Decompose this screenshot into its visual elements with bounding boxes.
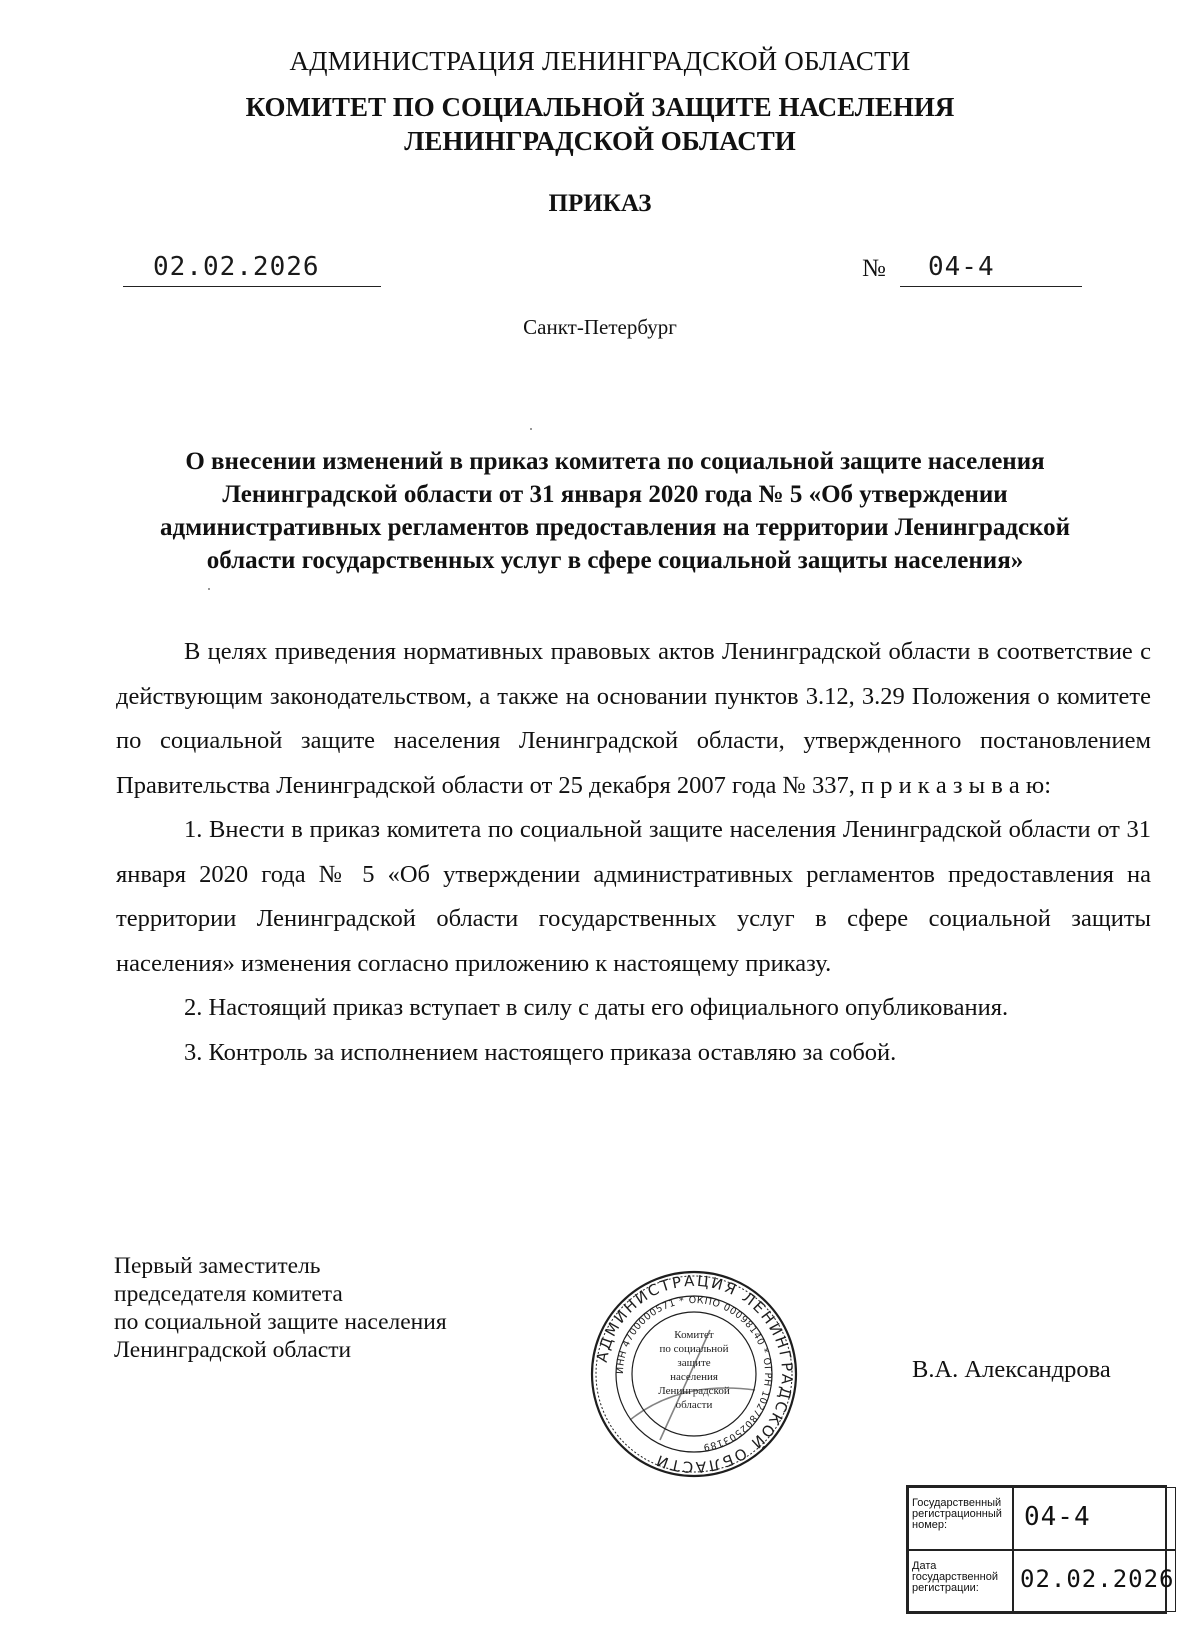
item-2-paragraph: 2. Настоящий приказ вступает в силу с даты его официального опубликования. <box>184 994 1009 1021</box>
order-body <box>116 630 1151 1075</box>
registration-number-value: 04-4 <box>1013 1487 1176 1550</box>
position-line: Первый заместитель <box>114 1253 321 1279</box>
handwritten-number: 04-4 <box>928 252 995 282</box>
seal-center-line: защите <box>677 1357 711 1369</box>
order-title: О внесении изменений в приказ комитета по социальной защите населения Ленинградской области от 31 января 2020 года № 5 «Об утверждении административных регламентов предоставления на территории Ленинградской области государственных услуг в сфере социальной защиты населения» <box>159 448 1071 574</box>
position-line: Ленинградской области <box>114 1337 352 1363</box>
seal-outer-text: АДМИНИСТРАЦИЯ ЛЕНИНГРАДСКОЙ ОБЛАСТИ <box>592 1271 797 1477</box>
seal-inner-text: ИНН 4700000571 * ОКПО 00098140 * ОГРН 1027802503189 <box>614 1294 774 1453</box>
item-3-paragraph: 3. Контроль за исполнением настоящего приказа оставляю за собой. <box>184 1038 897 1066</box>
position-line: председателя комитета <box>114 1281 343 1307</box>
seal-center-line: Комитет <box>674 1329 714 1341</box>
city-label: Санкт-Петербург <box>523 315 677 339</box>
registration-date-label: Дата государственной регистрации: <box>908 1550 1013 1613</box>
seal-center-line: области <box>675 1399 713 1411</box>
seal-center-text <box>658 1329 730 1411</box>
position-line: по социальной защите населения <box>114 1309 447 1335</box>
preamble-paragraph: В целях приведения нормативных правовых актов Ленинградской области в соответствие с действующим законодательством, а также на основании пунктов 3.12, 3.29 Положения о комитете по социальной защите населения Ленинградской области, утвержденного постановлением Правительства Ленинградской области от 25 декабря 2007 года № 337, п р и к а з ы в а ю: <box>116 638 1151 799</box>
item-1-paragraph: 1. Внести в приказ комитета по социальной защите населения Ленинградской области от 31 января 2020 года № 5 «Об утверждении административных регламентов предоставления на территории Ленинградской области государственных услуг в сфере социальной защиты населения» изменения согласно приложению к настоящему приказу. <box>116 816 1151 977</box>
seal-center-line: населения <box>670 1371 718 1383</box>
document-type: ПРИКАЗ <box>548 190 652 217</box>
date-field <box>123 254 381 287</box>
administration-heading: АДМИНИСТРАЦИЯ ЛЕНИНГРАДСКОЙ ОБЛАСТИ <box>289 46 911 76</box>
handwritten-date: 02.02.2026 <box>153 252 320 282</box>
registration-date-value: 02.02.2026 <box>1013 1550 1176 1613</box>
committee-heading-line1: КОМИТЕТ ПО СОЦИАЛЬНОЙ ЗАЩИТЕ НАСЕЛЕНИЯ <box>245 92 955 122</box>
registration-number-label: Государственный регистрационный номер: <box>908 1487 1013 1550</box>
signatory-position <box>114 1252 447 1364</box>
registration-box <box>906 1485 1175 1614</box>
scan-speck <box>530 428 532 430</box>
committee-heading-line2: ЛЕНИНГРАДСКОЙ ОБЛАСТИ <box>404 126 796 156</box>
seal-center-line: по социальной <box>659 1343 729 1355</box>
number-label: № <box>862 255 886 282</box>
seal-center-line: Ленинградской <box>658 1385 730 1397</box>
committee-heading <box>0 90 1200 158</box>
official-seal <box>590 1270 798 1478</box>
number-field <box>900 254 1082 287</box>
signatory-name: В.А. Александрова <box>912 1356 1111 1383</box>
scan-speck <box>208 588 210 590</box>
